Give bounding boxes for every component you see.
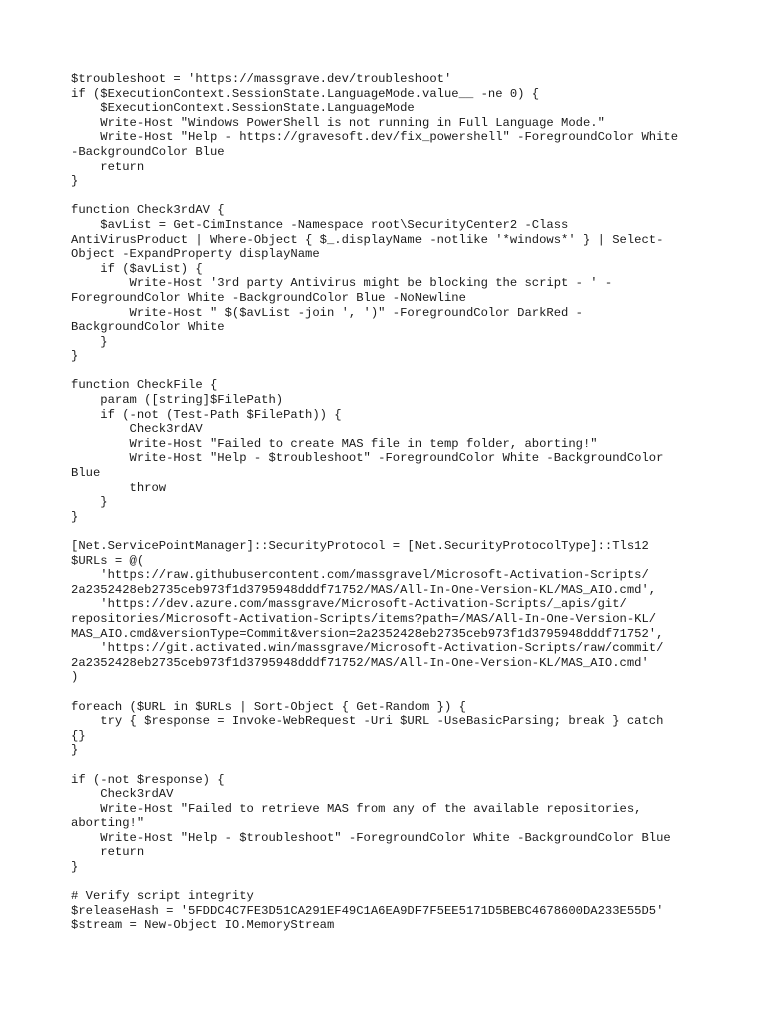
code-line: # Verify script integrity — [71, 889, 254, 904]
code-line: aborting!" — [71, 816, 145, 831]
code-line: $releaseHash = '5FDDC4C7FE3D51CA291EF49C1A6EA9DF7F5EE5171D5BEBC4678600DA233E55D5' — [71, 903, 664, 918]
code-line: 'https://dev.azure.com/massgrave/Microsoft-Activation-Scripts/_apis/git/ — [71, 597, 627, 612]
code-line: $URLs = @( — [71, 553, 145, 568]
code-line: Write-Host " $($avList -join ', ')" -ForegroundColor DarkRed - — [71, 305, 583, 320]
code-line: if ($ExecutionContext.SessionState.LanguageMode.value__ -ne 0) { — [71, 86, 540, 101]
code-line: } — [71, 174, 79, 189]
code-line: Blue — [71, 466, 101, 481]
code-listing — [71, 72, 711, 933]
code-line: Write-Host '3rd party Antivirus might be blocking the script - ' - — [71, 276, 613, 291]
code-line — [71, 875, 711, 890]
code-line: $ExecutionContext.SessionState.LanguageMode — [71, 101, 415, 116]
code-line: {} — [71, 728, 86, 743]
code-line: if (-not $response) { — [71, 772, 225, 787]
code-line: try { $response = Invoke-WebRequest -Uri $URL -UseBasicParsing; break } catch — [71, 714, 664, 729]
code-line: return — [71, 845, 145, 860]
code-line: Write-Host "Help - $troubleshoot" -ForegroundColor White -BackgroundColor — [71, 451, 664, 466]
code-line — [71, 189, 711, 204]
code-line: AntiVirusProduct | Where-Object { $_.displayName -notlike '*windows*' } | Select- — [71, 232, 664, 247]
code-line: return — [71, 159, 145, 174]
code-line: ForegroundColor White -BackgroundColor Blue -NoNewline — [71, 290, 466, 305]
code-line: [Net.ServicePointManager]::SecurityProtocol = [Net.SecurityProtocolType]::Tls12 — [71, 539, 649, 553]
code-line: MAS_AIO.cmd&versionType=Commit&version=2a2352428eb2735ceb973f1d3795948dddf71752', — [71, 626, 664, 641]
code-line: throw — [71, 480, 167, 495]
code-line: $avList = Get-CimInstance -Namespace root\SecurityCenter2 -Class — [71, 217, 569, 232]
code-line: 2a2352428eb2735ceb973f1d3795948dddf71752/MAS/All-In-One-Version-KL/MAS_AIO.cmd', — [71, 582, 657, 597]
code-line: } — [71, 860, 79, 875]
code-line: Write-Host "Help - https://gravesoft.dev/fix_powershell" -ForegroundColor White — [71, 130, 679, 145]
code-line: Write-Host "Failed to create MAS file in temp folder, aborting!" — [71, 436, 598, 451]
code-line: Write-Host "Help - $troubleshoot" -ForegroundColor White -BackgroundColor Blue — [71, 830, 671, 845]
code-line: if (-not (Test-Path $FilePath)) { — [71, 407, 342, 422]
code-line: 2a2352428eb2735ceb973f1d3795948dddf71752/MAS/All-In-One-Version-KL/MAS_AIO.cmd' — [71, 655, 649, 670]
code-line: param ([string]$FilePath) — [71, 393, 284, 408]
code-line — [71, 685, 711, 700]
code-line — [71, 758, 711, 773]
code-line: $stream = New-Object IO.MemoryStream — [71, 918, 335, 933]
code-line: Check3rdAV — [71, 422, 203, 437]
code-line: } — [71, 509, 79, 524]
code-line: } — [71, 743, 79, 758]
code-line: BackgroundColor White — [71, 320, 225, 335]
code-line: } — [71, 349, 79, 364]
code-line: } — [71, 495, 108, 510]
code-line: } — [71, 334, 108, 349]
code-line: Object -ExpandProperty displayName — [71, 247, 320, 262]
code-line: $troubleshoot = 'https://massgrave.dev/troubleshoot' — [71, 72, 452, 86]
code-line — [71, 364, 711, 379]
code-line: foreach ($URL in $URLs | Sort-Object { Get-Random }) { — [71, 699, 466, 714]
code-line: function CheckFile { — [71, 378, 218, 393]
code-line: Write-Host "Failed to retrieve MAS from any of the available repositories, — [71, 801, 642, 816]
code-line: if ($avList) { — [71, 261, 203, 276]
code-line: repositories/Microsoft-Activation-Scripts/items?path=/MAS/All-In-One-Version-KL/ — [71, 611, 657, 626]
code-line: function Check3rdAV { — [71, 203, 225, 218]
code-line: Check3rdAV — [71, 787, 174, 802]
code-line: -BackgroundColor Blue — [71, 144, 225, 159]
code-line: ) — [71, 670, 79, 685]
code-line: 'https://git.activated.win/massgrave/Microsoft-Activation-Scripts/raw/commit/ — [71, 641, 664, 656]
code-line: Write-Host "Windows PowerShell is not running in Full Language Mode." — [71, 115, 605, 130]
code-line — [71, 524, 711, 539]
code-line: 'https://raw.githubusercontent.com/massgravel/Microsoft-Activation-Scripts/ — [71, 568, 649, 583]
